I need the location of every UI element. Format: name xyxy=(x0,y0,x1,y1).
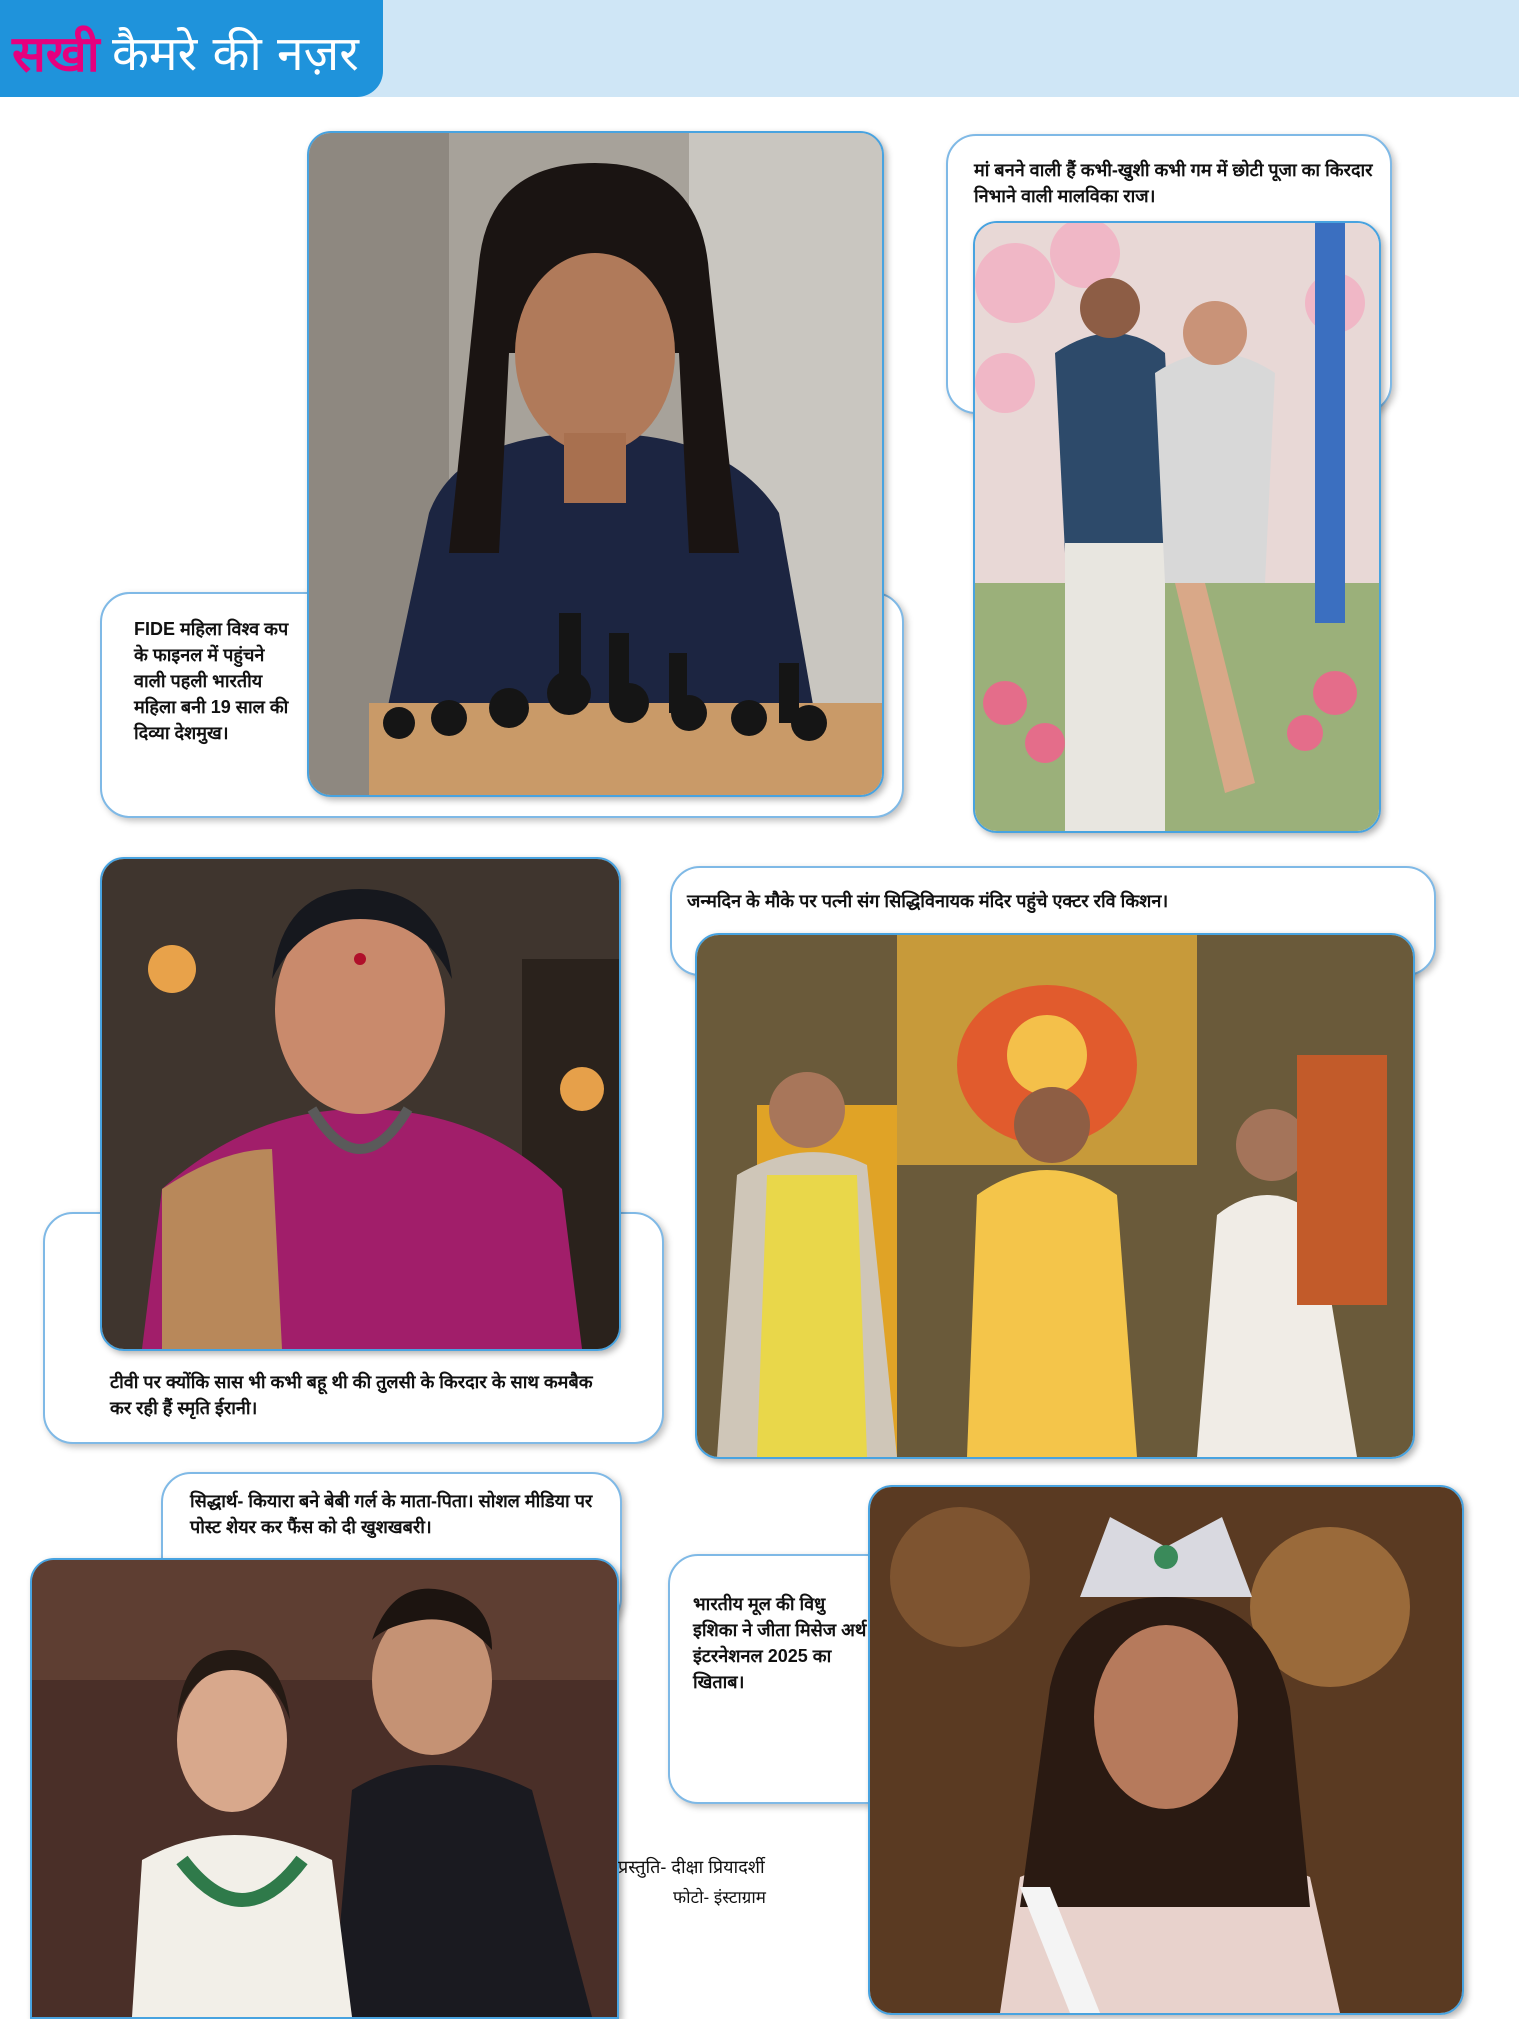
caption-chess: FIDE महिला विश्व कप के फाइनल में पहुंचने वाली पहली भारतीय महिला बनी 19 साल की दिव्या देशमुख। xyxy=(134,619,289,743)
photo-chess-player xyxy=(307,131,884,797)
caption-pageant: भारतीय मूल की विधु इशिका ने जीता मिसेज अर्थ इंटरनेशनल 2025 का खिताब। xyxy=(693,1594,867,1692)
photo-temple xyxy=(695,933,1415,1459)
caption-parents: सिद्धार्थ- कियारा बने बेबी गर्ल के माता-पिता। सोशल मीडिया पर पोस्ट शेयर कर फैंस को दी खुशखबरी। xyxy=(190,1491,593,1537)
caption-couple: मां बनने वाली हैं कभी-खुशी कभी गम में छोटी पूजा का किरदार निभाने वाली मालविका राज। xyxy=(974,160,1373,206)
credit-photo: फोटो- इंस्टाग्राम xyxy=(673,1888,766,1907)
photo-parents xyxy=(30,1558,619,2019)
section-title: कैमरे की नज़र xyxy=(112,26,359,82)
brand-name: सखी xyxy=(12,25,100,83)
section-header xyxy=(0,0,383,97)
caption-temple: जन्मदिन के मौके पर पत्नी संग सिद्धिविनायक मंदिर पहुंचे एक्टर रवि किशन। xyxy=(687,891,1169,911)
credit-presented-by: प्रस्तुति- दीक्षा प्रियादर्शी xyxy=(618,1857,765,1877)
photo-saree xyxy=(100,857,621,1351)
photo-couple xyxy=(973,221,1381,833)
photo-pageant xyxy=(868,1485,1464,2015)
caption-saree: टीवी पर क्योंकि सास भी कभी बहू थी की तुलसी के किरदार के साथ कमबैक कर रही हैं स्मृति ईरानी। xyxy=(110,1372,593,1418)
